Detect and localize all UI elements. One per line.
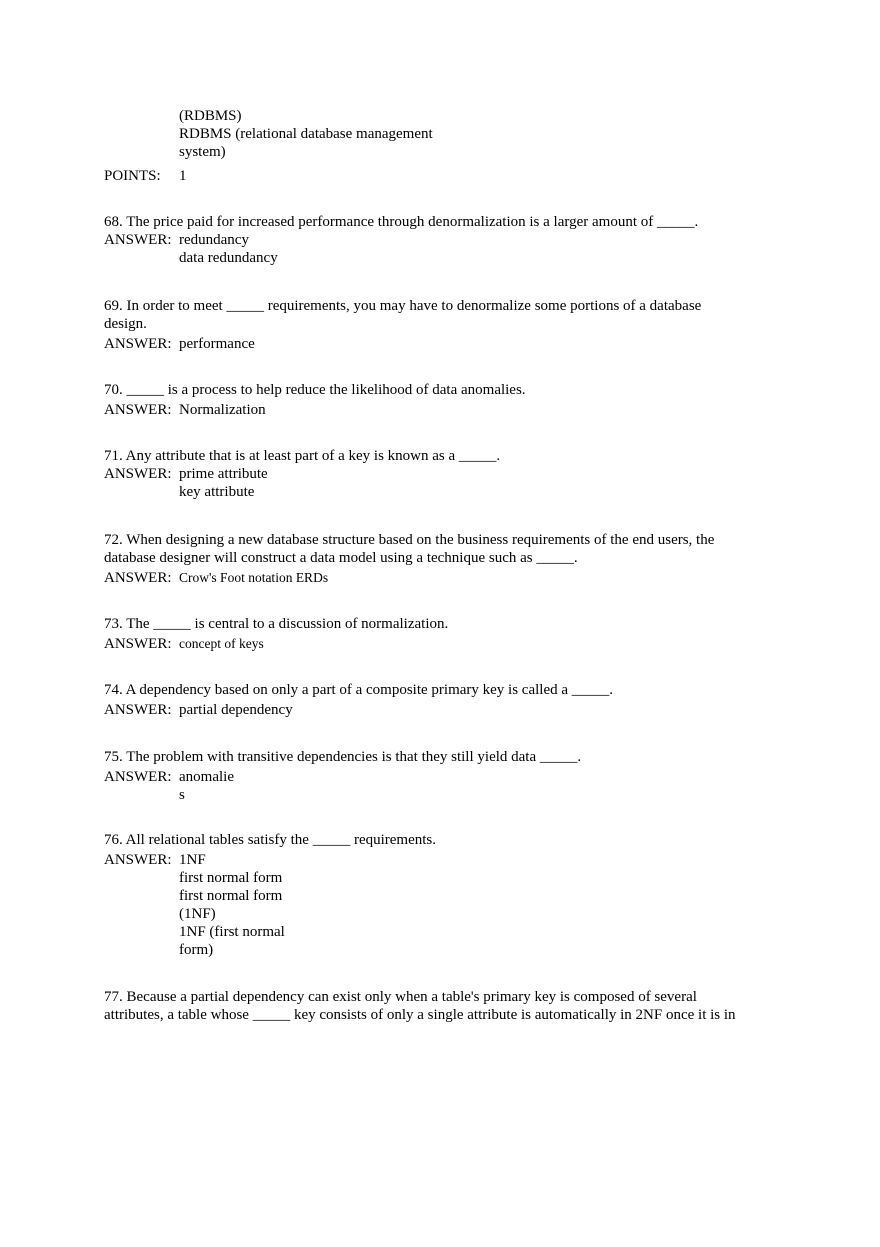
points-row xyxy=(104,167,187,185)
question-70 xyxy=(104,381,784,419)
answer-row xyxy=(104,768,784,804)
answer-row xyxy=(104,569,784,587)
answer-row xyxy=(104,231,784,267)
question-text-line: design. xyxy=(104,316,147,332)
question-73 xyxy=(104,615,784,653)
question-69 xyxy=(104,297,784,353)
answer-value: 1NF xyxy=(179,852,206,868)
answer-label: ANSWER: xyxy=(104,232,172,248)
answer-label: ANSWER: xyxy=(104,402,172,418)
answer-label: ANSWER: xyxy=(104,466,172,482)
question-text: 76. All relational tables satisfy the _____ requirements. xyxy=(104,832,437,848)
answer-value: partial dependency xyxy=(179,702,293,718)
answer-row xyxy=(104,851,784,959)
question-text: 75. The problem with transitive dependencies is that they still yield data _____. xyxy=(104,749,582,765)
answer-value: form) xyxy=(179,942,214,958)
answer-value: (1NF) xyxy=(179,906,216,922)
question-text: 74. A dependency based on only a part of a composite primary key is called a _____. xyxy=(104,682,614,698)
answer-label: ANSWER: xyxy=(104,636,172,652)
answer-value: (RDBMS) xyxy=(179,108,242,124)
answer-label: ANSWER: xyxy=(104,702,172,718)
answer-value: prime attribute xyxy=(179,466,268,482)
answer-row xyxy=(104,335,784,353)
answer-value: data redundancy xyxy=(179,250,278,266)
answer-label: ANSWER: xyxy=(104,336,172,352)
answer-label: ANSWER: xyxy=(104,769,172,785)
answer-value: system) xyxy=(179,144,226,160)
answer-value: RDBMS (relational database management xyxy=(179,126,433,142)
question-75 xyxy=(104,748,784,804)
answer-value: key attribute xyxy=(179,484,255,500)
answer-value: 1NF (first normal xyxy=(179,924,285,940)
prev-answer-continuation xyxy=(104,107,433,161)
question-text-line: attributes, a table whose _____ key consists of only a single attribute is automatically in 2NF once it is in xyxy=(104,1007,736,1023)
question-71 xyxy=(104,447,784,501)
points-label: POINTS: xyxy=(104,168,161,184)
question-text-line: 72. When designing a new database structure based on the business requirements of the end users, the xyxy=(104,532,715,548)
answer-label: ANSWER: xyxy=(104,570,172,586)
question-text: 70. _____ is a process to help reduce the likelihood of data anomalies. xyxy=(104,382,526,398)
answer-row xyxy=(104,701,784,719)
question-text-line: 77. Because a partial dependency can exist only when a table's primary key is composed of several xyxy=(104,989,697,1005)
question-text: 68. The price paid for increased performance through denormalization is a larger amount of _____. xyxy=(104,214,699,230)
answer-row xyxy=(104,465,784,501)
question-76 xyxy=(104,831,784,959)
question-74 xyxy=(104,681,784,719)
question-72 xyxy=(104,531,784,587)
answer-value: first normal form xyxy=(179,870,283,886)
question-text-line: 69. In order to meet _____ requirements, you may have to denormalize some portions of a database xyxy=(104,298,702,314)
answer-value: anomalie xyxy=(179,769,234,785)
answer-value: s xyxy=(179,787,185,803)
answer-value: concept of keys xyxy=(179,636,264,651)
answer-value: Crow's Foot notation ERDs xyxy=(179,570,329,585)
answer-value: Normalization xyxy=(179,402,266,418)
question-text: 73. The _____ is central to a discussion of normalization. xyxy=(104,616,449,632)
question-77 xyxy=(104,988,784,1024)
question-text: 71. Any attribute that is at least part of a key is known as a _____. xyxy=(104,448,501,464)
answer-value: performance xyxy=(179,336,255,352)
answer-label: ANSWER: xyxy=(104,852,172,868)
answer-value: redundancy xyxy=(179,232,249,248)
answer-row xyxy=(104,635,784,653)
question-68 xyxy=(104,213,784,267)
answer-value: first normal form xyxy=(179,888,283,904)
points-value: 1 xyxy=(179,168,187,184)
question-text-line: database designer will construct a data model using a technique such as _____. xyxy=(104,550,578,566)
answer-row xyxy=(104,401,784,419)
